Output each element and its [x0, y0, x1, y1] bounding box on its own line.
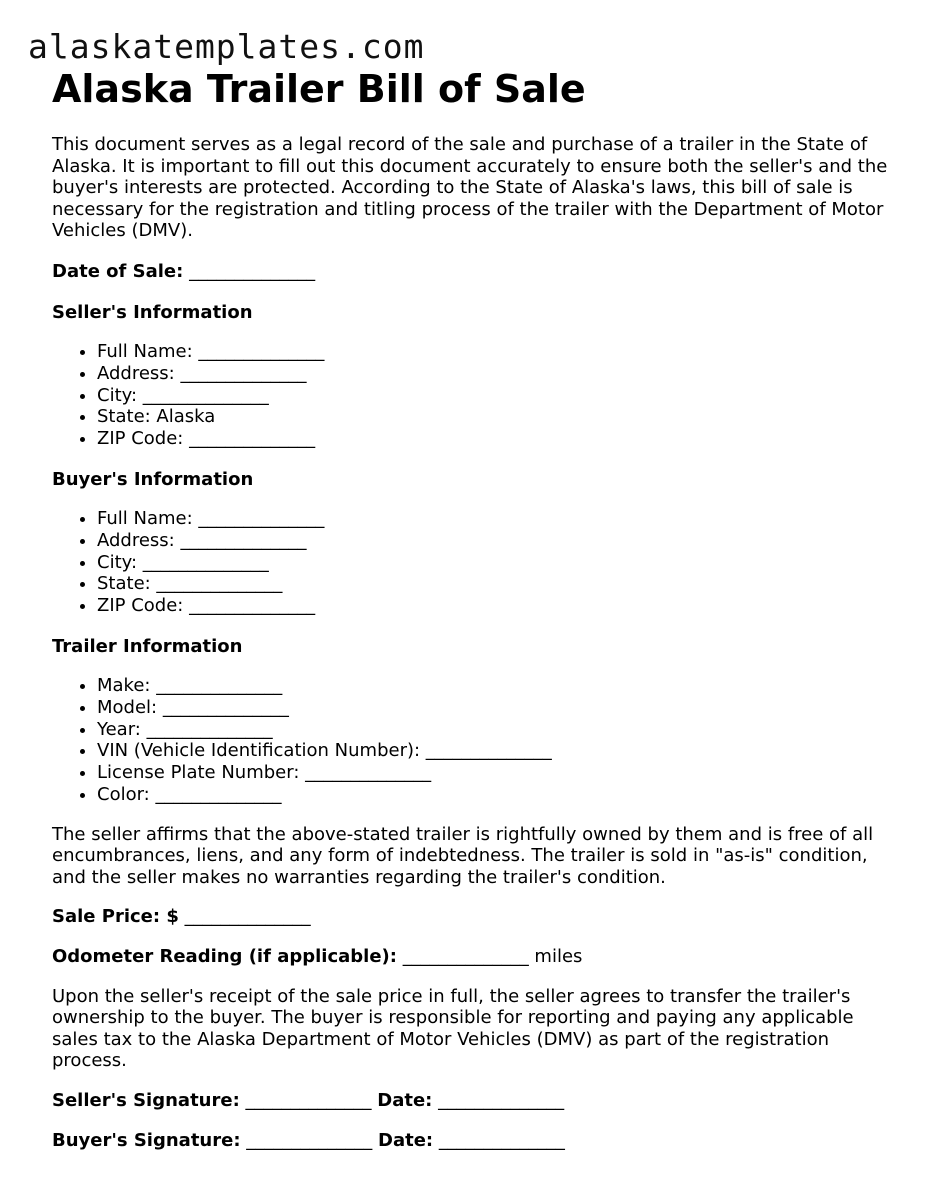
seller-city-item[interactable]: • City: ______________ [97, 385, 902, 407]
date-of-sale-blank[interactable]: ______________ [189, 260, 316, 282]
site-watermark: alaskatemplates.com [28, 27, 425, 66]
seller-signature-field [52, 1090, 902, 1112]
seller-section-heading: Seller's Information [52, 301, 253, 323]
buyer-state-item[interactable]: • State: ______________ [97, 573, 902, 595]
transfer-paragraph: Upon the seller's receipt of the sale price in full, the seller agrees to transfer the trailer's ownership to the buyer. The buyer is responsible for reporting and paying any applicable sales tax to the Alaska Department of Motor Vehicles (DMV) as part of the registration process. [52, 985, 854, 1072]
seller-full-name-item[interactable]: • Full Name: ______________ [97, 341, 902, 363]
buyer-address-item[interactable]: • Address: ______________ [97, 530, 902, 552]
buyer-signature-blank[interactable]: ______________ [246, 1129, 373, 1151]
date-of-sale-field [52, 261, 902, 283]
buyer-signature-date-label: Date: [378, 1129, 434, 1151]
buyer-info-list [52, 508, 902, 617]
affirmation-paragraph: The seller affirms that the above-stated trailer is rightfully owned by them and is free of all encumbrances, liens, and any form of indebtedness. The trailer is sold in "as-is" condition, and the seller makes no warranties regarding the trailer's condition. [52, 823, 874, 888]
trailer-plate-item[interactable]: • License Plate Number: ______________ [97, 762, 902, 784]
seller-state-item: • State: Alaska [97, 406, 902, 428]
trailer-color-item[interactable]: • Color: ______________ [97, 784, 902, 806]
trailer-section-heading: Trailer Information [52, 635, 243, 657]
buyer-full-name-item[interactable]: • Full Name: ______________ [97, 508, 902, 530]
buyer-zip-item[interactable]: • ZIP Code: ______________ [97, 595, 902, 617]
sale-price-field [52, 906, 902, 928]
buyer-signature-date-blank[interactable]: ______________ [438, 1129, 565, 1151]
buyer-signature-field [52, 1130, 902, 1152]
odometer-label: Odometer Reading (if applicable): [52, 945, 397, 967]
seller-zip-item[interactable]: • ZIP Code: ______________ [97, 428, 902, 450]
document-body [52, 66, 902, 1151]
date-of-sale-label: Date of Sale: [52, 260, 184, 282]
trailer-model-item[interactable]: • Model: ______________ [97, 697, 902, 719]
odometer-field [52, 946, 902, 968]
sale-price-blank[interactable]: ______________ [184, 906, 311, 928]
page-title: Alaska Trailer Bill of Sale [52, 67, 586, 111]
buyer-city-item[interactable]: • City: ______________ [97, 552, 902, 574]
trailer-year-item[interactable]: • Year: ______________ [97, 719, 902, 741]
buyer-section-heading: Buyer's Information [52, 468, 254, 490]
intro-paragraph: This document serves as a legal record of the sale and purchase of a trailer in the State of Alaska. It is important to fill out this document accurately to ensure both the seller's and the buyer's interests are protected. According to the State of Alaska's laws, this bill of sale is necessary for the registration and titling process of the trailer with the Department of Motor Vehicles (DMV). [52, 134, 888, 242]
odometer-blank[interactable]: ______________ miles [402, 945, 583, 967]
trailer-vin-item[interactable]: • VIN (Vehicle Identification Number): ______________ [97, 740, 902, 762]
seller-signature-date-label: Date: [377, 1089, 433, 1111]
seller-signature-label: Seller's Signature: [52, 1089, 240, 1111]
sale-price-label: Sale Price: $ [52, 906, 179, 928]
buyer-signature-label: Buyer's Signature: [52, 1129, 241, 1151]
trailer-info-list [52, 675, 902, 805]
seller-signature-date-blank[interactable]: ______________ [438, 1089, 565, 1111]
trailer-make-item[interactable]: • Make: ______________ [97, 675, 902, 697]
seller-signature-blank[interactable]: ______________ [245, 1089, 372, 1111]
seller-info-list [52, 341, 902, 450]
seller-address-item[interactable]: • Address: ______________ [97, 363, 902, 385]
